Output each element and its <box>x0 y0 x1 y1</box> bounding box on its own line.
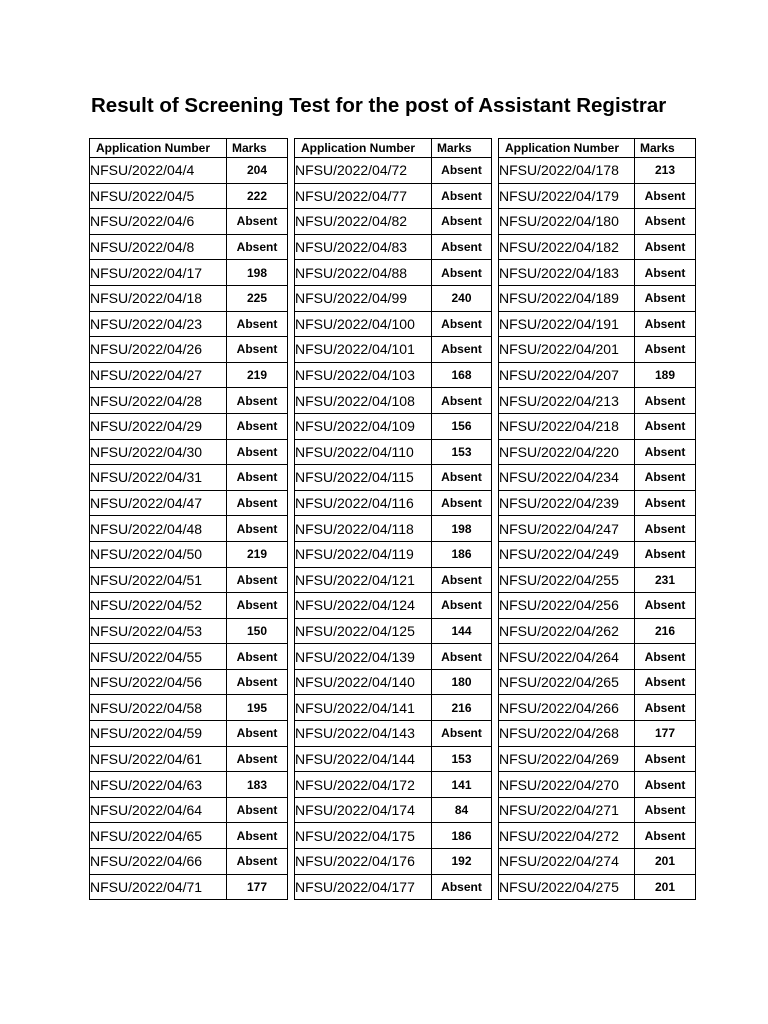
table-row <box>90 849 288 875</box>
application-number-cell: NFSU/2022/04/191 <box>499 311 635 337</box>
marks-cell: Absent <box>432 158 492 184</box>
marks-cell: 219 <box>227 541 288 567</box>
marks-cell: 84 <box>432 797 492 823</box>
application-number-cell: NFSU/2022/04/51 <box>90 567 227 593</box>
table-row <box>90 285 288 311</box>
table-row <box>295 362 492 388</box>
marks-cell: 201 <box>635 874 696 900</box>
marks-cell: Absent <box>432 337 492 363</box>
table-row <box>295 516 492 542</box>
application-number-cell: NFSU/2022/04/99 <box>295 285 432 311</box>
application-number-cell: NFSU/2022/04/139 <box>295 644 432 670</box>
marks-cell: 216 <box>432 695 492 721</box>
table-row <box>90 772 288 798</box>
application-number-cell: NFSU/2022/04/103 <box>295 362 432 388</box>
table-row <box>90 823 288 849</box>
marks-cell: Absent <box>227 234 288 260</box>
table-row <box>90 183 288 209</box>
marks-cell: Absent <box>635 644 696 670</box>
marks-cell: 231 <box>635 567 696 593</box>
application-number-cell: NFSU/2022/04/140 <box>295 669 432 695</box>
table-row <box>499 772 696 798</box>
results-table-2 <box>294 138 492 900</box>
table-row <box>90 413 288 439</box>
application-number-cell: NFSU/2022/04/183 <box>499 260 635 286</box>
marks-cell: Absent <box>227 311 288 337</box>
table-row <box>295 413 492 439</box>
application-number-cell: NFSU/2022/04/64 <box>90 797 227 823</box>
table-row <box>499 311 696 337</box>
table-row <box>295 465 492 491</box>
results-table-1 <box>89 138 288 900</box>
header-row <box>295 139 492 158</box>
application-number-cell: NFSU/2022/04/116 <box>295 490 432 516</box>
application-number-cell: NFSU/2022/04/172 <box>295 772 432 798</box>
marks-cell: Absent <box>432 311 492 337</box>
marks-cell: Absent <box>635 413 696 439</box>
table-row <box>90 388 288 414</box>
marks-cell: Absent <box>432 465 492 491</box>
application-number-cell: NFSU/2022/04/182 <box>499 234 635 260</box>
marks-cell: Absent <box>227 567 288 593</box>
application-number-cell: NFSU/2022/04/177 <box>295 874 432 900</box>
marks-cell: Absent <box>635 260 696 286</box>
table-row <box>90 465 288 491</box>
application-number-cell: NFSU/2022/04/50 <box>90 541 227 567</box>
table-row <box>499 516 696 542</box>
marks-cell: Absent <box>635 823 696 849</box>
table-row <box>499 183 696 209</box>
application-number-cell: NFSU/2022/04/110 <box>295 439 432 465</box>
application-number-cell: NFSU/2022/04/247 <box>499 516 635 542</box>
table-row <box>295 183 492 209</box>
marks-cell: Absent <box>227 490 288 516</box>
application-number-cell: NFSU/2022/04/119 <box>295 541 432 567</box>
marks-cell: Absent <box>227 721 288 747</box>
marks-cell: 144 <box>432 618 492 644</box>
marks-header: Marks <box>432 139 492 158</box>
marks-cell: Absent <box>635 797 696 823</box>
application-number-cell: NFSU/2022/04/239 <box>499 490 635 516</box>
table-row <box>295 260 492 286</box>
table-row <box>90 209 288 235</box>
marks-cell: Absent <box>635 439 696 465</box>
table-row <box>295 567 492 593</box>
marks-cell: Absent <box>635 465 696 491</box>
application-number-cell: NFSU/2022/04/23 <box>90 311 227 337</box>
application-number-cell: NFSU/2022/04/141 <box>295 695 432 721</box>
table-row <box>90 490 288 516</box>
application-number-cell: NFSU/2022/04/144 <box>295 746 432 772</box>
table-row <box>90 721 288 747</box>
marks-cell: Absent <box>227 746 288 772</box>
marks-cell: 198 <box>227 260 288 286</box>
marks-cell: 156 <box>432 413 492 439</box>
application-number-cell: NFSU/2022/04/266 <box>499 695 635 721</box>
application-number-cell: NFSU/2022/04/83 <box>295 234 432 260</box>
table-row <box>295 541 492 567</box>
marks-cell: 225 <box>227 285 288 311</box>
marks-cell: 183 <box>227 772 288 798</box>
application-number-cell: NFSU/2022/04/264 <box>499 644 635 670</box>
table-row <box>295 823 492 849</box>
application-number-cell: NFSU/2022/04/176 <box>295 849 432 875</box>
marks-cell: Absent <box>635 209 696 235</box>
table-row <box>90 337 288 363</box>
marks-cell: 153 <box>432 746 492 772</box>
application-number-cell: NFSU/2022/04/265 <box>499 669 635 695</box>
application-number-header: Application Number <box>295 139 432 158</box>
application-number-cell: NFSU/2022/04/270 <box>499 772 635 798</box>
application-number-header: Application Number <box>90 139 227 158</box>
table-row <box>90 516 288 542</box>
table-row <box>295 618 492 644</box>
marks-cell: Absent <box>635 695 696 721</box>
application-number-cell: NFSU/2022/04/52 <box>90 593 227 619</box>
application-number-cell: NFSU/2022/04/218 <box>499 413 635 439</box>
table-row <box>90 362 288 388</box>
table-row <box>499 669 696 695</box>
marks-cell: Absent <box>432 490 492 516</box>
table-row <box>90 797 288 823</box>
table-row <box>295 721 492 747</box>
application-number-cell: NFSU/2022/04/63 <box>90 772 227 798</box>
application-number-cell: NFSU/2022/04/30 <box>90 439 227 465</box>
marks-cell: Absent <box>635 337 696 363</box>
table-row <box>499 490 696 516</box>
marks-cell: Absent <box>635 311 696 337</box>
table-row <box>499 439 696 465</box>
application-number-cell: NFSU/2022/04/5 <box>90 183 227 209</box>
table-row <box>295 849 492 875</box>
table-row <box>295 285 492 311</box>
application-number-cell: NFSU/2022/04/31 <box>90 465 227 491</box>
marks-cell: 150 <box>227 618 288 644</box>
table-row <box>499 797 696 823</box>
marks-cell: Absent <box>227 516 288 542</box>
table-row <box>90 567 288 593</box>
marks-cell: 240 <box>432 285 492 311</box>
application-number-cell: NFSU/2022/04/121 <box>295 567 432 593</box>
table-row <box>90 234 288 260</box>
marks-cell: Absent <box>227 388 288 414</box>
application-number-cell: NFSU/2022/04/27 <box>90 362 227 388</box>
marks-cell: Absent <box>635 746 696 772</box>
application-number-cell: NFSU/2022/04/274 <box>499 849 635 875</box>
application-number-cell: NFSU/2022/04/220 <box>499 439 635 465</box>
application-number-cell: NFSU/2022/04/271 <box>499 797 635 823</box>
marks-cell: 177 <box>227 874 288 900</box>
application-number-cell: NFSU/2022/04/108 <box>295 388 432 414</box>
application-number-cell: NFSU/2022/04/29 <box>90 413 227 439</box>
application-number-cell: NFSU/2022/04/8 <box>90 234 227 260</box>
application-number-cell: NFSU/2022/04/275 <box>499 874 635 900</box>
marks-cell: 141 <box>432 772 492 798</box>
marks-cell: Absent <box>227 413 288 439</box>
marks-cell: 168 <box>432 362 492 388</box>
table-row <box>295 209 492 235</box>
marks-cell: Absent <box>635 234 696 260</box>
application-number-cell: NFSU/2022/04/18 <box>90 285 227 311</box>
marks-cell: Absent <box>227 644 288 670</box>
marks-cell: 204 <box>227 158 288 184</box>
table-row <box>90 158 288 184</box>
application-number-cell: NFSU/2022/04/88 <box>295 260 432 286</box>
application-number-cell: NFSU/2022/04/234 <box>499 465 635 491</box>
application-number-cell: NFSU/2022/04/179 <box>499 183 635 209</box>
marks-cell: 201 <box>635 849 696 875</box>
marks-cell: Absent <box>227 209 288 235</box>
table-row <box>295 644 492 670</box>
marks-cell: Absent <box>432 209 492 235</box>
application-number-cell: NFSU/2022/04/72 <box>295 158 432 184</box>
application-number-cell: NFSU/2022/04/178 <box>499 158 635 184</box>
table-row <box>295 593 492 619</box>
application-number-cell: NFSU/2022/04/213 <box>499 388 635 414</box>
application-number-cell: NFSU/2022/04/269 <box>499 746 635 772</box>
application-number-cell: NFSU/2022/04/56 <box>90 669 227 695</box>
application-number-cell: NFSU/2022/04/124 <box>295 593 432 619</box>
marks-cell: Absent <box>635 669 696 695</box>
marks-cell: Absent <box>635 593 696 619</box>
application-number-cell: NFSU/2022/04/118 <box>295 516 432 542</box>
marks-cell: Absent <box>432 260 492 286</box>
results-table-3 <box>498 138 696 900</box>
table-row <box>499 644 696 670</box>
application-number-cell: NFSU/2022/04/82 <box>295 209 432 235</box>
header-row <box>90 139 288 158</box>
table-row <box>499 209 696 235</box>
table-row <box>295 490 492 516</box>
marks-cell: Absent <box>227 849 288 875</box>
table-row <box>499 618 696 644</box>
marks-cell: Absent <box>227 439 288 465</box>
application-number-cell: NFSU/2022/04/109 <box>295 413 432 439</box>
marks-cell: Absent <box>635 285 696 311</box>
application-number-cell: NFSU/2022/04/28 <box>90 388 227 414</box>
table-row <box>295 439 492 465</box>
application-number-header: Application Number <box>499 139 635 158</box>
table-row <box>499 413 696 439</box>
table-row <box>295 311 492 337</box>
marks-header: Marks <box>635 139 696 158</box>
marks-cell: Absent <box>227 797 288 823</box>
marks-cell: 222 <box>227 183 288 209</box>
marks-cell: Absent <box>227 465 288 491</box>
marks-cell: 189 <box>635 362 696 388</box>
table-row <box>90 644 288 670</box>
table-row <box>90 311 288 337</box>
marks-cell: Absent <box>432 644 492 670</box>
application-number-cell: NFSU/2022/04/174 <box>295 797 432 823</box>
application-number-cell: NFSU/2022/04/125 <box>295 618 432 644</box>
application-number-cell: NFSU/2022/04/58 <box>90 695 227 721</box>
marks-cell: Absent <box>635 388 696 414</box>
table-row <box>499 465 696 491</box>
table-row <box>90 260 288 286</box>
marks-cell: Absent <box>635 183 696 209</box>
marks-cell: Absent <box>432 183 492 209</box>
table-row <box>295 797 492 823</box>
application-number-cell: NFSU/2022/04/255 <box>499 567 635 593</box>
table-row <box>499 593 696 619</box>
marks-cell: 216 <box>635 618 696 644</box>
marks-cell: 180 <box>432 669 492 695</box>
application-number-cell: NFSU/2022/04/262 <box>499 618 635 644</box>
table-row <box>295 388 492 414</box>
marks-cell: Absent <box>635 516 696 542</box>
application-number-cell: NFSU/2022/04/115 <box>295 465 432 491</box>
table-row <box>499 695 696 721</box>
application-number-cell: NFSU/2022/04/26 <box>90 337 227 363</box>
table-row <box>499 721 696 747</box>
table-row <box>90 439 288 465</box>
marks-cell: Absent <box>635 772 696 798</box>
application-number-cell: NFSU/2022/04/4 <box>90 158 227 184</box>
marks-cell: Absent <box>227 337 288 363</box>
application-number-cell: NFSU/2022/04/207 <box>499 362 635 388</box>
table-row <box>90 593 288 619</box>
table-row <box>295 874 492 900</box>
table-row <box>499 362 696 388</box>
table-row <box>90 695 288 721</box>
marks-cell: 186 <box>432 823 492 849</box>
application-number-cell: NFSU/2022/04/77 <box>295 183 432 209</box>
application-number-cell: NFSU/2022/04/249 <box>499 541 635 567</box>
table-row <box>499 337 696 363</box>
application-number-cell: NFSU/2022/04/143 <box>295 721 432 747</box>
marks-cell: 195 <box>227 695 288 721</box>
application-number-cell: NFSU/2022/04/201 <box>499 337 635 363</box>
header-row <box>499 139 696 158</box>
table-row <box>499 541 696 567</box>
application-number-cell: NFSU/2022/04/47 <box>90 490 227 516</box>
table-row <box>499 388 696 414</box>
table-row <box>295 158 492 184</box>
application-number-cell: NFSU/2022/04/189 <box>499 285 635 311</box>
application-number-cell: NFSU/2022/04/175 <box>295 823 432 849</box>
table-row <box>295 772 492 798</box>
marks-cell: Absent <box>432 234 492 260</box>
table-row <box>499 260 696 286</box>
table-row <box>499 158 696 184</box>
application-number-cell: NFSU/2022/04/100 <box>295 311 432 337</box>
application-number-cell: NFSU/2022/04/6 <box>90 209 227 235</box>
marks-cell: 219 <box>227 362 288 388</box>
marks-cell: Absent <box>227 823 288 849</box>
marks-cell: Absent <box>635 490 696 516</box>
marks-cell: Absent <box>432 874 492 900</box>
table-row <box>499 849 696 875</box>
application-number-cell: NFSU/2022/04/71 <box>90 874 227 900</box>
marks-cell: 213 <box>635 158 696 184</box>
table-row <box>90 541 288 567</box>
application-number-cell: NFSU/2022/04/268 <box>499 721 635 747</box>
application-number-cell: NFSU/2022/04/59 <box>90 721 227 747</box>
marks-cell: Absent <box>432 721 492 747</box>
table-row <box>499 823 696 849</box>
table-row <box>295 234 492 260</box>
application-number-cell: NFSU/2022/04/180 <box>499 209 635 235</box>
table-row <box>295 337 492 363</box>
marks-cell: Absent <box>635 541 696 567</box>
application-number-cell: NFSU/2022/04/65 <box>90 823 227 849</box>
table-row <box>90 874 288 900</box>
marks-cell: Absent <box>227 669 288 695</box>
marks-cell: 198 <box>432 516 492 542</box>
application-number-cell: NFSU/2022/04/256 <box>499 593 635 619</box>
marks-cell: 153 <box>432 439 492 465</box>
application-number-cell: NFSU/2022/04/101 <box>295 337 432 363</box>
marks-cell: 186 <box>432 541 492 567</box>
marks-cell: 192 <box>432 849 492 875</box>
application-number-cell: NFSU/2022/04/272 <box>499 823 635 849</box>
table-row <box>499 285 696 311</box>
application-number-cell: NFSU/2022/04/48 <box>90 516 227 542</box>
application-number-cell: NFSU/2022/04/17 <box>90 260 227 286</box>
marks-cell: Absent <box>432 567 492 593</box>
table-row <box>295 746 492 772</box>
marks-cell: Absent <box>432 593 492 619</box>
table-row <box>499 746 696 772</box>
application-number-cell: NFSU/2022/04/66 <box>90 849 227 875</box>
marks-cell: Absent <box>227 593 288 619</box>
table-row <box>499 234 696 260</box>
application-number-cell: NFSU/2022/04/55 <box>90 644 227 670</box>
table-row <box>90 669 288 695</box>
table-row <box>499 567 696 593</box>
table-row <box>499 874 696 900</box>
marks-cell: Absent <box>432 388 492 414</box>
application-number-cell: NFSU/2022/04/53 <box>90 618 227 644</box>
marks-header: Marks <box>227 139 288 158</box>
table-row <box>90 618 288 644</box>
page-title: Result of Screening Test for the post of Assistant Registrar <box>91 94 667 117</box>
table-row <box>295 695 492 721</box>
application-number-cell: NFSU/2022/04/61 <box>90 746 227 772</box>
marks-cell: 177 <box>635 721 696 747</box>
table-row <box>90 746 288 772</box>
table-row <box>295 669 492 695</box>
